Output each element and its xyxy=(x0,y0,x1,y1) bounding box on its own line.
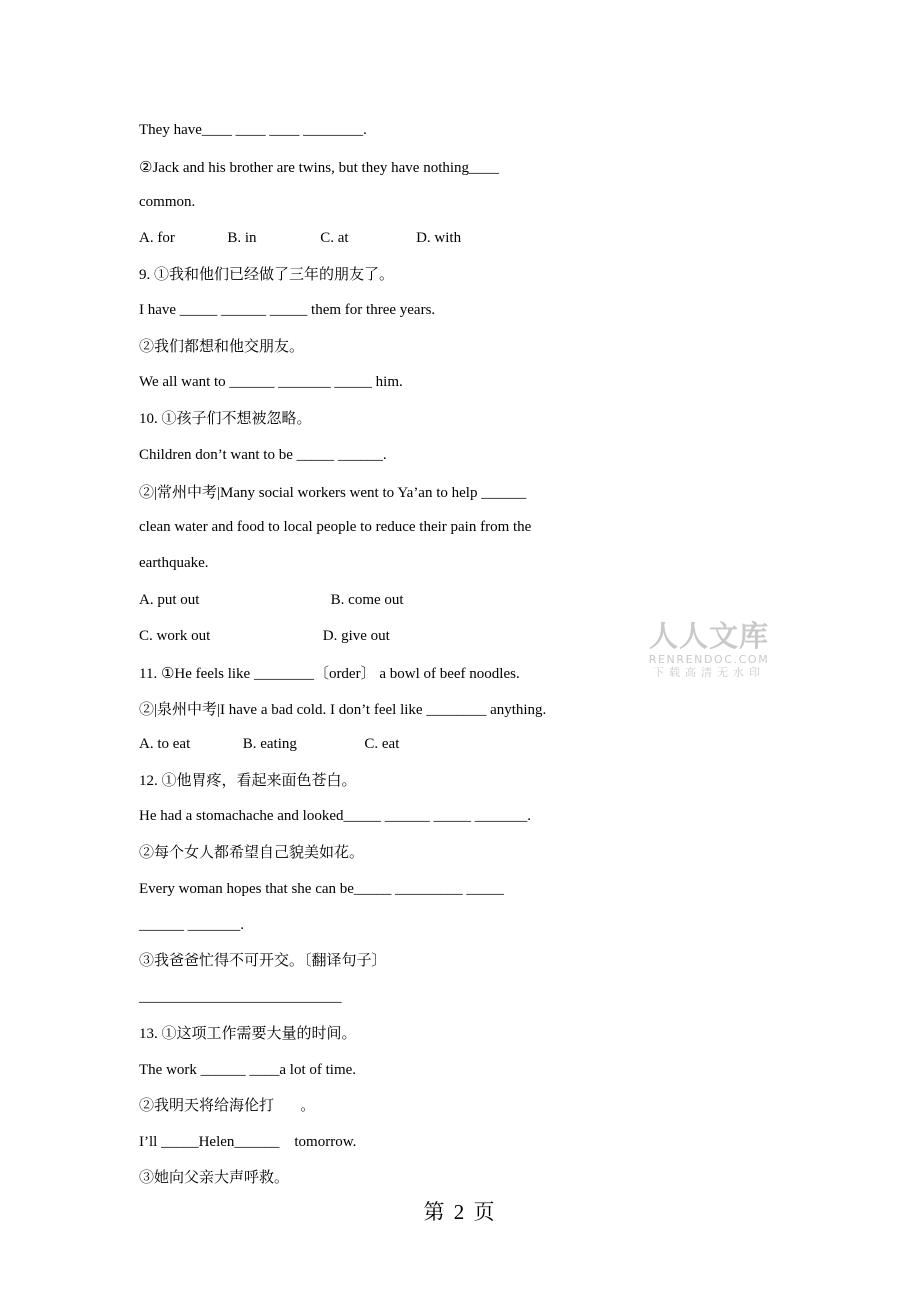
question-10-prompt: 10. ①孩子们不想被忽略。 xyxy=(139,411,312,427)
question-13-prompt: 13. ①这项工作需要大量的时间。 xyxy=(139,1026,357,1042)
text-line: I’ll _____Helen______ tomorrow. xyxy=(139,1134,357,1150)
text-line: ②每个女人都希望自己貌美如花。 xyxy=(139,845,365,861)
text-line: ②我们都想和他交朋友。 xyxy=(139,339,305,355)
text-line: C. work out D. give out xyxy=(139,628,390,644)
watermark-tagline: 下载高清无水印 xyxy=(653,666,765,679)
text-line: Every woman hopes that she can be_____ _________ _____ xyxy=(139,881,504,897)
question-9-prompt: 9. ①我和他们已经做了三年的朋友了。 xyxy=(139,267,395,283)
text-line: clean water and food to local people to reduce their pain from the xyxy=(139,519,532,535)
text-line: A. put out B. come out xyxy=(139,592,404,608)
watermark-domain: RENRENDOC.COM xyxy=(648,653,770,666)
text-line: We all want to ______ _______ _____ him. xyxy=(139,374,403,390)
text-line: I have _____ ______ _____ them for three years. xyxy=(139,302,436,318)
text-line: ③我爸爸忙得不可开交。〔翻译句子〕 xyxy=(139,953,387,969)
text-line: ②|泉州中考|I have a bad cold. I don’t feel like ________ anything. xyxy=(139,702,547,718)
text-line: A. to eat B. eating C. eat xyxy=(139,736,400,752)
text-line: ②|常州中考|Many social workers went to Ya’an to help ______ xyxy=(139,485,527,501)
text-line: A. for B. in C. at D. with xyxy=(139,230,462,246)
watermark xyxy=(646,619,772,680)
text-line: The work ______ ____a lot of time. xyxy=(139,1062,357,1078)
question-11-prompt: 11. ①He feels like ________〔order〕 a bowl of beef noodles. xyxy=(139,666,520,682)
answer-blank-line: ___________________________ xyxy=(139,989,342,1005)
text-line: common. xyxy=(139,194,196,210)
page-number: 第 2 页 xyxy=(423,1200,497,1224)
text-line: They have____ ____ ____ ________. xyxy=(139,122,367,138)
text-line: earthquake. xyxy=(139,555,209,571)
text-line: ②我明天将给海伦打 。 xyxy=(139,1098,316,1114)
text-line: ②Jack and his brother are twins, but they have nothing____ xyxy=(139,160,500,176)
watermark-logo: 人人文库 xyxy=(648,619,769,653)
question-12-prompt: 12. ①他胃疼，看起来面色苍白。 xyxy=(139,773,357,789)
text-line: ______ _______. xyxy=(139,917,244,933)
text-line: He had a stomachache and looked_____ ______ _____ _______. xyxy=(139,808,531,824)
text-line: ③她向父亲大声呼救。 xyxy=(139,1170,290,1186)
text-line: Children don’t want to be _____ ______. xyxy=(139,447,387,463)
